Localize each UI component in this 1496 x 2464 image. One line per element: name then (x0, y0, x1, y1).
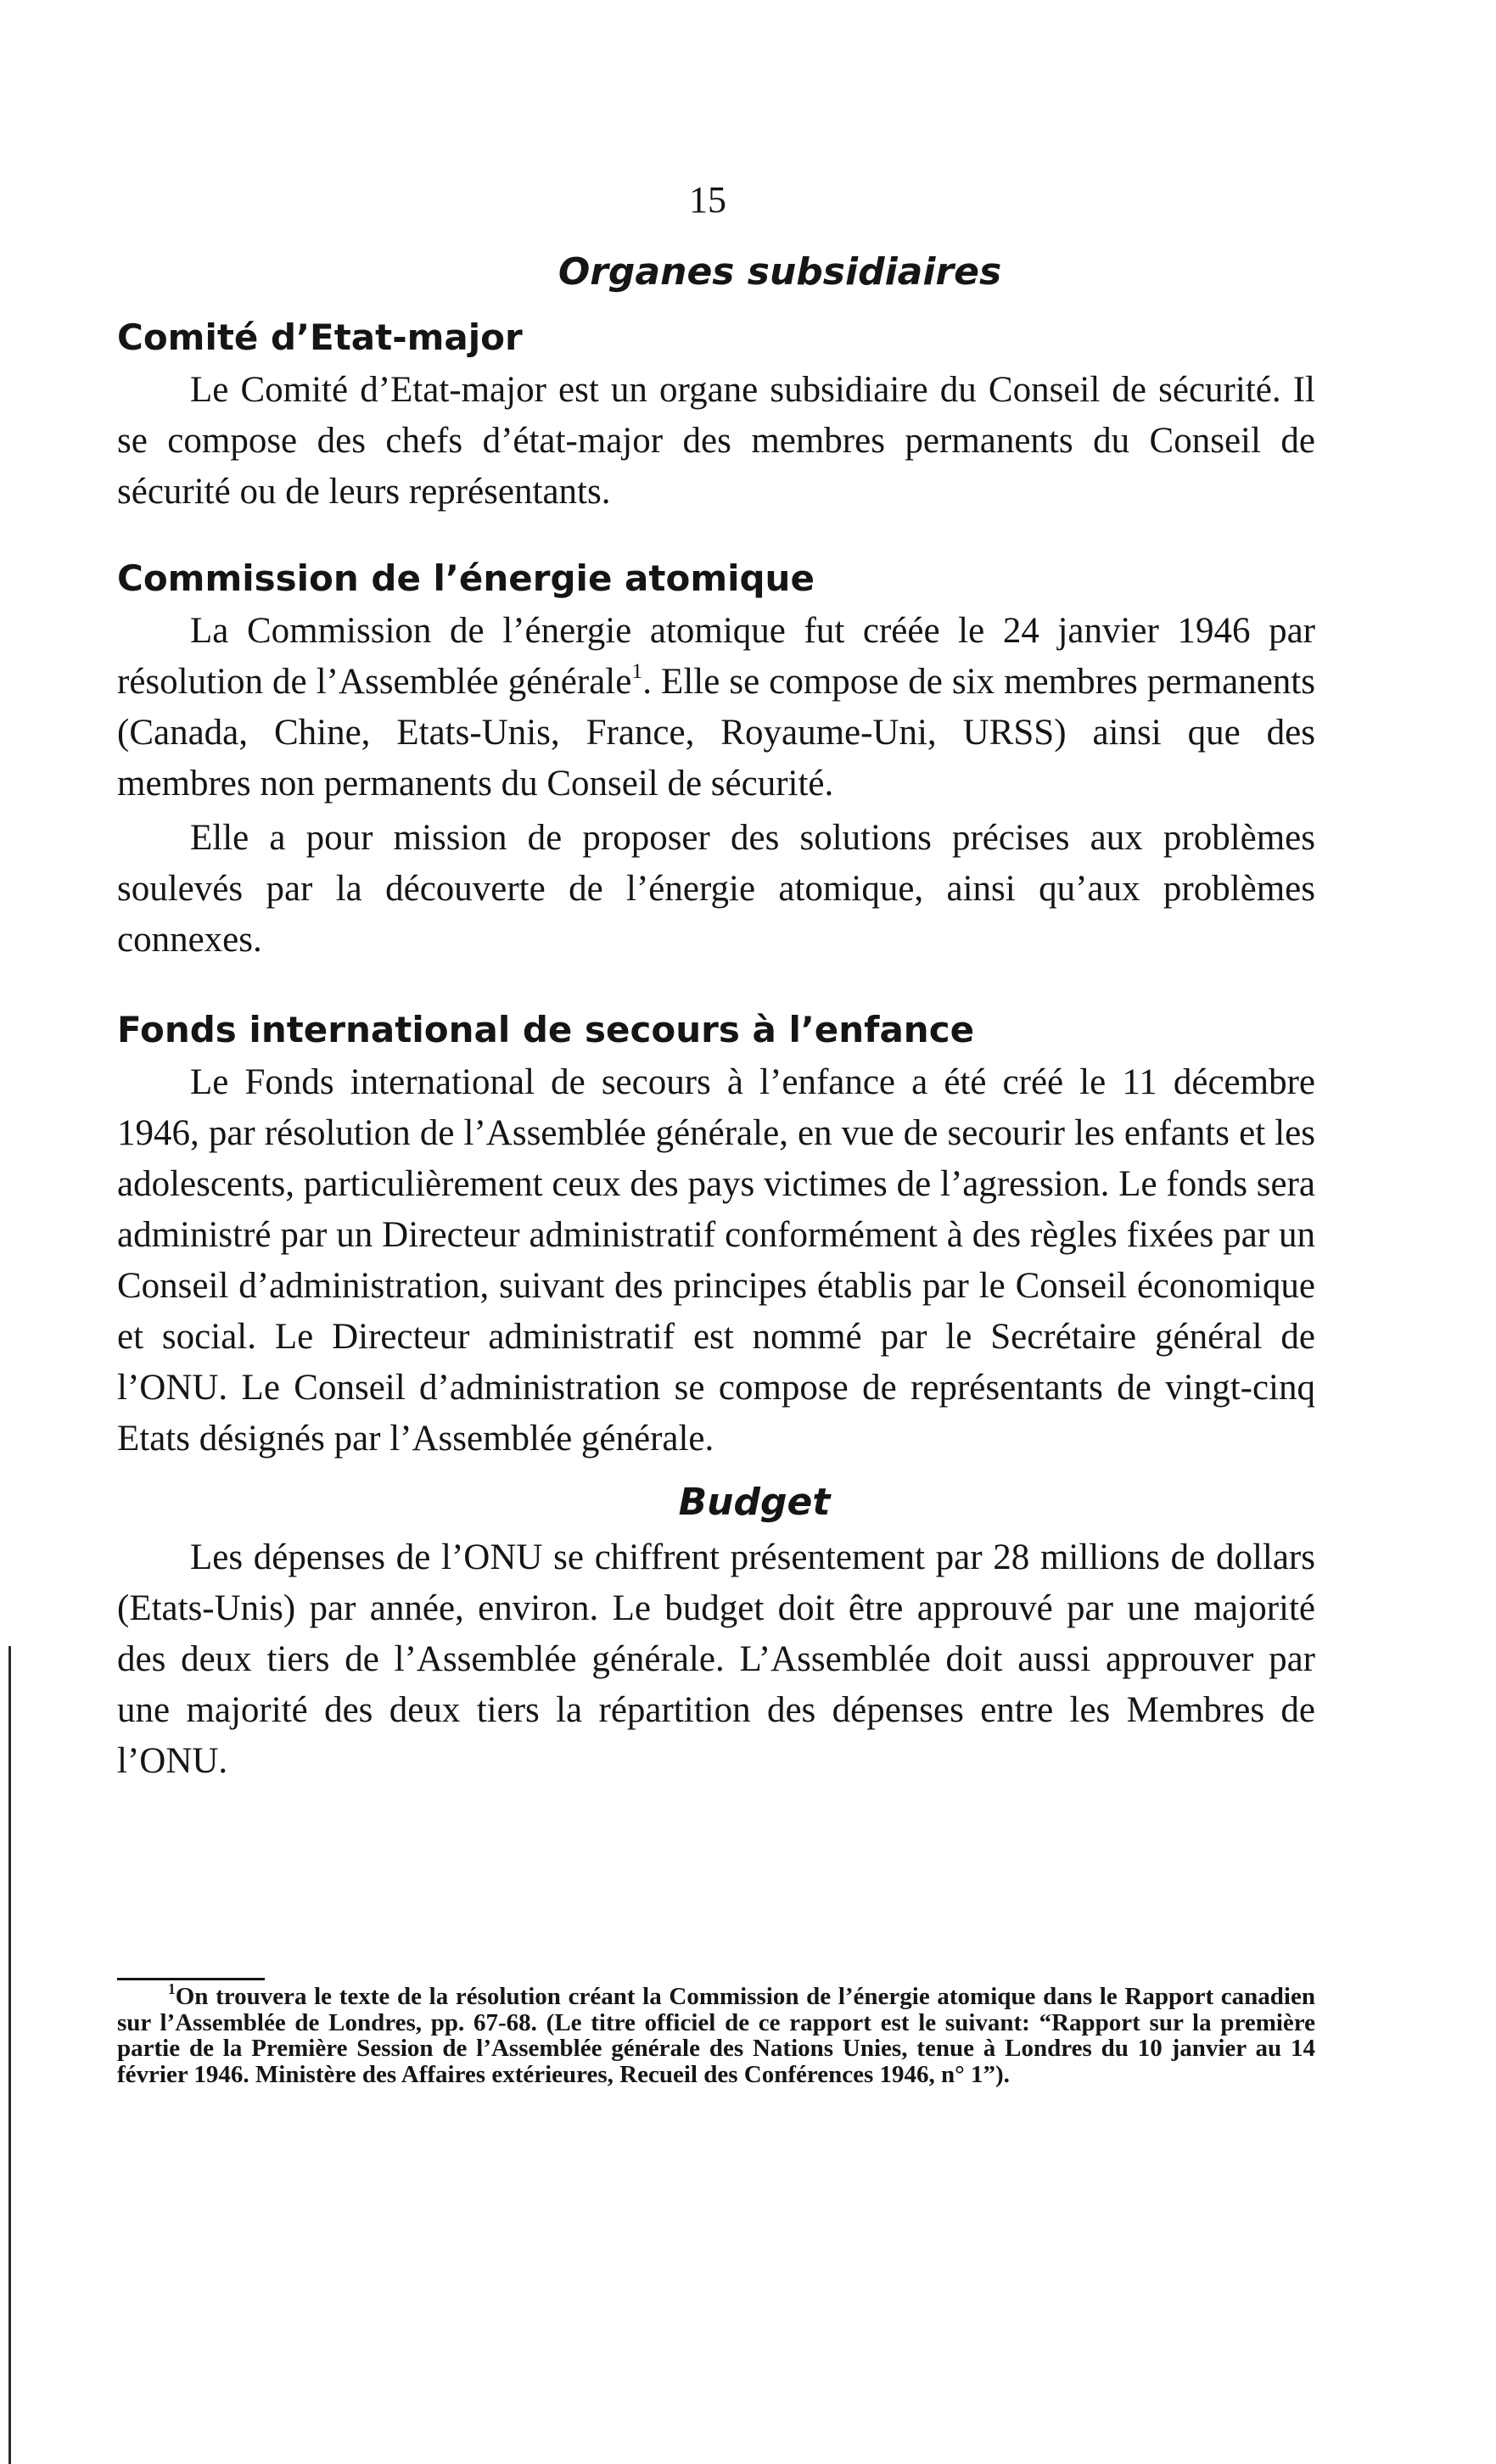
heading-commission-energie-atomique: Commission de l’énergie atomique (117, 557, 815, 599)
section-title: Organes subsidiaires (557, 250, 1002, 294)
footnote-divider (117, 1978, 265, 1980)
footnote (117, 1980, 1315, 2088)
footnote-marker: 1 (168, 1980, 176, 1997)
page-number: 15 (689, 179, 726, 221)
text-column (117, 248, 1315, 1787)
paragraph-commission-text-start: La Commission de l’énergie atomique fut créée le 24 janvier 1946 par résolution de l’Assemblée générale (117, 611, 1315, 702)
paragraph-budget: Les dépenses de l’ONU se chiffrent présentement par 28 millions de dollars (Etats-Unis) par année, environ. Le budget doit être approuvé par une majorité des deux tiers de l’Assemblée générale. L’Assemblée doit aussi approuver par une majorité des deux tiers la répartition des dépenses entre les Membres de l’ONU. (117, 1537, 1315, 1781)
paragraph-comite-etat-major: Le Comité d’Etat-major est un organe subsidiaire du Conseil de sécurité. Il se compose des chefs d’état-major des membres permanents du Conseil de sécurité ou de leurs représentants. (117, 370, 1315, 512)
footnote-reference: 1 (631, 658, 643, 683)
footnote-text: On trouvera le texte de la résolution créant la Commission de l’énergie atomique dans le Rapport canadien sur l’Assemblée de Londres, pp. 67-68. (Le titre officiel de ce rapport est le suivant: “Rapport sur la première partie de la Première Session de l’Assemblée générale des Nations Unies, tenue à Londres du 10 janvier au 14 février 1946. Ministère des Affaires extérieures, Recueil des Conférences 1946, n° 1”). (117, 1983, 1315, 2088)
scan-edge-line (8, 1646, 11, 2464)
budget-title: Budget (678, 1481, 831, 1524)
paragraph-commission-energie-atomique-1 (117, 606, 1315, 809)
paragraph-fonds-secours-enfance: Le Fonds international de secours à l’enfance a été créé le 11 décembre 1946, par résolution de l’Assemblée générale, en vue de secourir les enfants et les adolescents, particulièrement ceux des pays victimes de l’agression. Le fonds sera administré par un Directeur administratif conformément à des règles fixées par un Conseil d’administration, suivant des principes établis par le Conseil économique et social. Le Directeur administratif est nommé par le Secrétaire général de l’ONU. Le Conseil d’administration se compose de représentants de vingt-cinq Etats désignés par l’Assemblée générale. (117, 1062, 1315, 1459)
heading-comite-etat-major: Comité d’Etat-major (117, 316, 523, 358)
heading-fonds-secours-enfance: Fonds international de secours à l’enfance (117, 1009, 975, 1050)
paragraph-commission-energie-atomique-2: Elle a pour mission de proposer des solutions précises aux problèmes soulevés par la découverte de l’énergie atomique, ainsi qu’aux problèmes connexes. (117, 818, 1315, 960)
paragraph-commission-text-end: . Elle se compose de six membres permanents (Canada, Chine, Etats-Unis, France, Royaume-Uni, URSS) ainsi que des membres non permanents du Conseil de sécurité. (117, 662, 1315, 804)
